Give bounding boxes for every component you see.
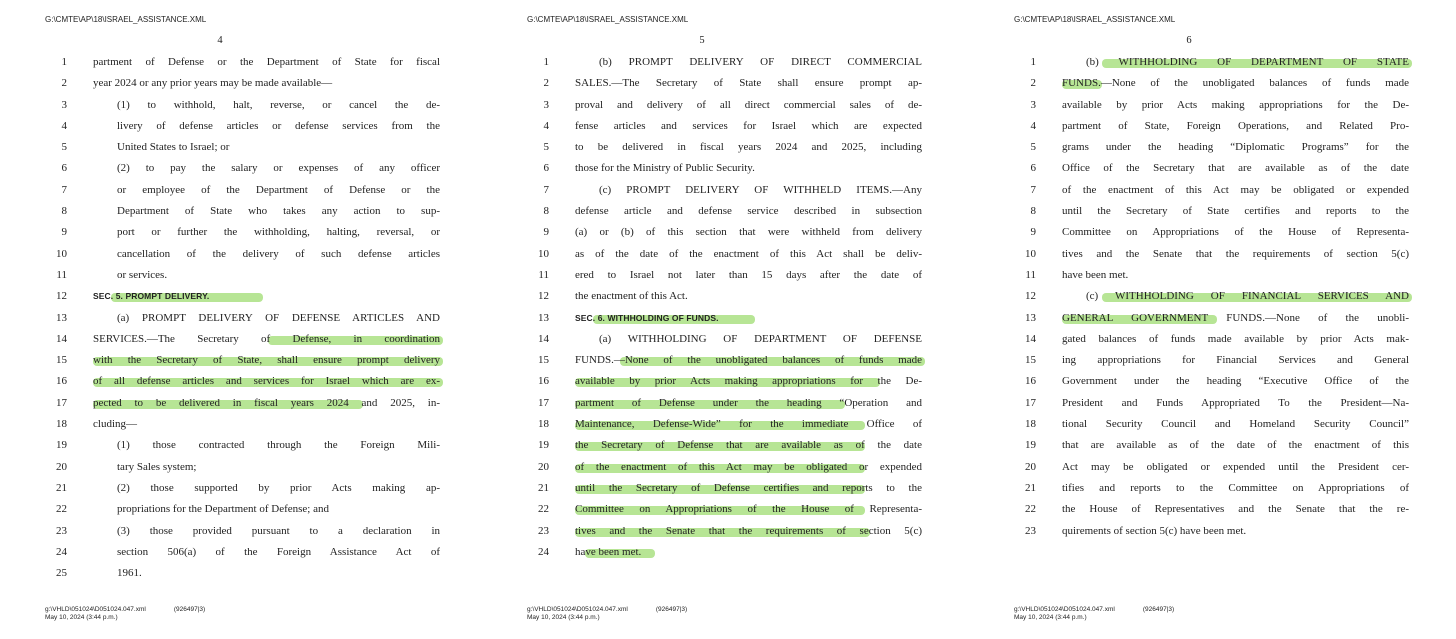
text-line bbox=[61, 201, 440, 222]
text-line bbox=[56, 521, 440, 542]
line-number: 14 bbox=[1025, 332, 1036, 345]
text-line bbox=[1025, 286, 1409, 307]
line-text: Department of State who takes any action to sup- bbox=[117, 205, 440, 218]
line-text: SEC. 6. WITHHOLDING OF FUNDS. bbox=[575, 312, 719, 323]
line-number: 2 bbox=[1030, 77, 1036, 90]
line-number: 9 bbox=[543, 226, 549, 239]
line-text: President and Funds Appropriated To the President—Na- bbox=[1062, 396, 1409, 409]
text-line bbox=[56, 308, 440, 329]
line-number: 6 bbox=[543, 162, 549, 175]
line-text: (1) to withhold, halt, reverse, or cancel the de- bbox=[117, 98, 440, 111]
page-number: 4 bbox=[217, 35, 223, 46]
line-text: (c) WITHHOLDING OF FINANCIAL SERVICES AND bbox=[1086, 290, 1409, 303]
line-text: (a) PROMPT DELIVERY OF DEFENSE ARTICLES AND bbox=[117, 311, 440, 324]
text-line bbox=[538, 542, 922, 563]
line-text: of all defense articles and services for Israel which are ex- bbox=[93, 375, 440, 388]
line-number: 19 bbox=[56, 439, 67, 452]
line-text: pected to be delivered in fiscal years 2024 and 2025, in- bbox=[93, 396, 440, 409]
line-number: 8 bbox=[543, 205, 549, 218]
line-number: 12 bbox=[56, 290, 67, 303]
line-number: 7 bbox=[61, 183, 67, 196]
text-line bbox=[56, 371, 440, 392]
text-line bbox=[543, 180, 922, 201]
text-line bbox=[538, 329, 922, 350]
line-number: 4 bbox=[1030, 119, 1036, 132]
text-line bbox=[1025, 393, 1409, 414]
line-text: the House of Representatives and the Senate that the re- bbox=[1062, 503, 1409, 516]
text-line bbox=[61, 73, 440, 94]
footer-path: g:\VHLD\051024\D051024.047.xml bbox=[1014, 606, 1115, 613]
line-number: 2 bbox=[543, 77, 549, 90]
line-text: until the Secretary of Defense certifies and reports to the bbox=[575, 481, 922, 494]
text-line bbox=[56, 478, 440, 499]
line-number: 5 bbox=[543, 141, 549, 154]
line-text: (b) PROMPT DELIVERY OF DIRECT COMMERCIAL bbox=[599, 56, 922, 68]
line-number: 12 bbox=[538, 290, 549, 303]
line-text: proval and delivery of all direct commercial sales of de- bbox=[575, 98, 922, 111]
line-text: SERVICES.—The Secretary of Defense, in coordination bbox=[93, 332, 440, 345]
text-line bbox=[1025, 435, 1409, 456]
text-line bbox=[56, 393, 440, 414]
footer-path: g:\VHLD\051024\D051024.047.xml bbox=[527, 606, 628, 613]
line-number: 11 bbox=[538, 268, 549, 281]
page-footer bbox=[1014, 606, 1174, 622]
line-number: 4 bbox=[543, 119, 549, 132]
page-number: 5 bbox=[699, 35, 705, 46]
footer-date: May 10, 2024 (3:44 p.m.) bbox=[527, 614, 600, 621]
text-line bbox=[1025, 265, 1409, 286]
line-number: 12 bbox=[1025, 290, 1036, 303]
line-number: 8 bbox=[61, 205, 67, 218]
line-number: 21 bbox=[56, 481, 67, 494]
line-number: 2 bbox=[61, 77, 67, 90]
line-number: 18 bbox=[538, 418, 549, 431]
line-number: 4 bbox=[61, 119, 67, 132]
line-text: have been met. bbox=[575, 545, 642, 558]
line-text: year 2024 or any prior years may be made available— bbox=[93, 77, 333, 90]
text-line bbox=[56, 414, 440, 435]
line-number: 11 bbox=[56, 268, 67, 281]
line-number: 1 bbox=[543, 56, 549, 68]
line-text: cancellation of the delivery of such defense articles bbox=[117, 247, 440, 260]
footer-code: (926497|3) bbox=[173, 606, 206, 613]
line-number: 16 bbox=[538, 375, 549, 388]
line-text: SEC. 5. PROMPT DELIVERY. bbox=[93, 291, 210, 302]
line-text: or employee of the Department of Defense or the bbox=[117, 183, 440, 196]
text-line bbox=[1025, 414, 1409, 435]
line-number: 13 bbox=[1025, 311, 1036, 324]
line-text: gated balances of funds made available by prior Acts mak- bbox=[1062, 332, 1409, 345]
line-number: 3 bbox=[1030, 98, 1036, 111]
text-line bbox=[538, 265, 922, 286]
text-line bbox=[1025, 308, 1409, 329]
line-number: 5 bbox=[61, 141, 67, 154]
text-line bbox=[56, 542, 440, 563]
line-number: 6 bbox=[61, 162, 67, 175]
line-text: Committee on Appropriations of the House of Representa- bbox=[1062, 226, 1409, 239]
line-number: 18 bbox=[1025, 418, 1036, 431]
line-number: 14 bbox=[56, 332, 67, 345]
text-line bbox=[1025, 244, 1409, 265]
text-line bbox=[538, 286, 922, 307]
page-header: G:\CMTE\AP\18\ISRAEL_ASSISTANCE.XML bbox=[1014, 15, 1176, 24]
line-list bbox=[1025, 52, 1409, 542]
text-line bbox=[538, 521, 922, 542]
line-text: of the enactment of this Act may be obligated or expended bbox=[575, 460, 922, 473]
line-number: 10 bbox=[1025, 247, 1036, 260]
line-number: 22 bbox=[1025, 503, 1036, 516]
text-line bbox=[543, 73, 922, 94]
line-number: 14 bbox=[538, 332, 549, 345]
text-line bbox=[538, 308, 922, 329]
text-line bbox=[56, 329, 440, 350]
line-number: 7 bbox=[1030, 183, 1036, 196]
line-number: 20 bbox=[1025, 460, 1036, 473]
text-line bbox=[61, 222, 440, 243]
text-line bbox=[56, 563, 440, 584]
line-text: Act may be obligated or expended until the President cer- bbox=[1062, 460, 1409, 473]
line-text: ing appropriations for Financial Services and General bbox=[1062, 354, 1409, 367]
text-line bbox=[1030, 95, 1409, 116]
text-line bbox=[61, 158, 440, 179]
text-line bbox=[56, 499, 440, 520]
text-line bbox=[538, 478, 922, 499]
text-line bbox=[61, 116, 440, 137]
line-number: 25 bbox=[56, 567, 67, 580]
text-line bbox=[543, 201, 922, 222]
text-line bbox=[538, 244, 922, 265]
line-text: FUNDS.—None of the unobligated balances of funds made bbox=[575, 354, 922, 367]
line-number: 11 bbox=[1025, 268, 1036, 281]
line-number: 24 bbox=[538, 545, 549, 558]
text-line bbox=[1030, 137, 1409, 158]
text-line bbox=[1030, 180, 1409, 201]
text-line bbox=[1025, 499, 1409, 520]
line-text: Maintenance, Defense-Wide” for the immediate Office of bbox=[575, 418, 922, 431]
text-line bbox=[538, 350, 922, 371]
line-number: 6 bbox=[1030, 162, 1036, 175]
page-footer bbox=[45, 606, 205, 622]
line-text: available by prior Acts making appropriations for the De- bbox=[575, 375, 922, 388]
line-number: 20 bbox=[56, 460, 67, 473]
line-text: Government under the heading “Executive Office of the bbox=[1062, 375, 1409, 388]
text-line bbox=[56, 350, 440, 371]
line-text: 1961. bbox=[117, 567, 142, 580]
text-line bbox=[61, 137, 440, 158]
line-text: fense articles and services for Israel which are expected bbox=[575, 119, 922, 132]
line-number: 10 bbox=[538, 247, 549, 260]
text-line bbox=[1030, 52, 1409, 73]
line-number: 17 bbox=[538, 396, 549, 409]
line-text: or services. bbox=[117, 268, 168, 281]
line-text: port or further the withholding, halting, reversal, or bbox=[117, 226, 440, 239]
line-text: Committee on Appropriations of the House of Representa- bbox=[575, 503, 922, 516]
line-number: 9 bbox=[1030, 226, 1036, 239]
footer-code: (926497|3) bbox=[1142, 606, 1175, 613]
line-number: 23 bbox=[56, 524, 67, 537]
line-number: 16 bbox=[56, 375, 67, 388]
line-number: 15 bbox=[1025, 354, 1036, 367]
text-line bbox=[56, 286, 440, 307]
line-number: 20 bbox=[538, 460, 549, 473]
line-number: 16 bbox=[1025, 375, 1036, 388]
text-line bbox=[56, 457, 440, 478]
line-text: that are available as of the date of the enactment of this bbox=[1062, 439, 1409, 452]
line-number: 7 bbox=[543, 183, 549, 196]
line-number: 3 bbox=[543, 98, 549, 111]
line-text: until the Secretary of State certifies and reports to the bbox=[1062, 205, 1409, 218]
line-number: 23 bbox=[1025, 524, 1036, 537]
line-text: FUNDS.—None of the unobligated balances of funds made bbox=[1062, 77, 1409, 90]
line-text: (2) those supported by prior Acts making ap- bbox=[117, 481, 440, 494]
line-number: 15 bbox=[56, 354, 67, 367]
text-line bbox=[538, 393, 922, 414]
footer-date: May 10, 2024 (3:44 p.m.) bbox=[45, 614, 118, 621]
text-line bbox=[1025, 457, 1409, 478]
text-line bbox=[543, 52, 922, 73]
line-text: with the Secretary of State, shall ensure prompt delivery bbox=[93, 354, 440, 367]
line-number: 1 bbox=[1030, 56, 1036, 68]
line-number: 24 bbox=[56, 545, 67, 558]
line-text: those for the Ministry of Public Security. bbox=[575, 162, 755, 175]
line-number: 17 bbox=[1025, 396, 1036, 409]
footer-date: May 10, 2024 (3:44 p.m.) bbox=[1014, 614, 1087, 621]
line-text: partment of State, Foreign Operations, and Related Pro- bbox=[1062, 119, 1409, 132]
line-text: available by prior Acts making appropriations for the De- bbox=[1062, 98, 1409, 111]
text-line bbox=[1025, 329, 1409, 350]
line-text: (c) PROMPT DELIVERY OF WITHHELD ITEMS.—Any bbox=[599, 183, 922, 196]
text-line bbox=[543, 158, 922, 179]
footer-code: (926497|3) bbox=[655, 606, 688, 613]
text-line bbox=[1030, 222, 1409, 243]
text-line bbox=[1030, 201, 1409, 222]
text-line bbox=[543, 116, 922, 137]
line-number: 19 bbox=[1025, 439, 1036, 452]
line-text: tives and the Senate that the requirements of section 5(c) bbox=[1062, 247, 1409, 260]
text-line bbox=[1030, 158, 1409, 179]
line-text: tional Security Council and Homeland Security Council” bbox=[1062, 418, 1409, 431]
line-text: the enactment of this Act. bbox=[575, 290, 688, 303]
page-5 bbox=[527, 0, 922, 639]
line-text: Office of the Secretary that are available as of the date bbox=[1062, 162, 1409, 175]
text-line bbox=[56, 265, 440, 286]
line-number: 3 bbox=[61, 98, 67, 111]
text-line bbox=[1030, 73, 1409, 94]
page-footer bbox=[527, 606, 687, 622]
text-line bbox=[61, 95, 440, 116]
line-list bbox=[56, 52, 440, 584]
text-line bbox=[61, 180, 440, 201]
text-line bbox=[543, 137, 922, 158]
text-line bbox=[1025, 478, 1409, 499]
text-line bbox=[56, 244, 440, 265]
line-text: cluding— bbox=[93, 418, 137, 431]
line-number: 22 bbox=[538, 503, 549, 516]
line-text: (a) WITHHOLDING OF DEPARTMENT OF DEFENSE bbox=[599, 332, 922, 345]
line-number: 8 bbox=[1030, 205, 1036, 218]
page-header: G:\CMTE\AP\18\ISRAEL_ASSISTANCE.XML bbox=[45, 15, 207, 24]
line-text: the Secretary of Defense that are available as of the date bbox=[575, 439, 922, 452]
line-number: 21 bbox=[538, 481, 549, 494]
line-text: tives and the Senate that the requirements of section 5(c) bbox=[575, 524, 922, 537]
line-text: (a) or (b) of this section that were withheld from delivery bbox=[575, 226, 922, 239]
page-6 bbox=[1014, 0, 1409, 639]
line-number: 9 bbox=[61, 226, 67, 239]
text-line bbox=[538, 371, 922, 392]
page-header: G:\CMTE\AP\18\ISRAEL_ASSISTANCE.XML bbox=[527, 15, 689, 24]
text-line bbox=[538, 414, 922, 435]
page-4 bbox=[45, 0, 440, 639]
line-number: 5 bbox=[1030, 141, 1036, 154]
line-text: SALES.—The Secretary of State shall ensure prompt ap- bbox=[575, 77, 922, 90]
line-text: United States to Israel; or bbox=[117, 141, 230, 154]
line-number: 21 bbox=[1025, 481, 1036, 494]
line-text: grams under the heading “Diplomatic Programs” for the bbox=[1062, 141, 1409, 154]
text-line bbox=[543, 95, 922, 116]
line-number: 13 bbox=[56, 311, 67, 324]
text-line bbox=[1025, 521, 1409, 542]
line-text: (3) those provided pursuant to a declaration in bbox=[117, 524, 440, 537]
line-number: 13 bbox=[538, 311, 549, 324]
line-number: 17 bbox=[56, 396, 67, 409]
line-number: 18 bbox=[56, 418, 67, 431]
line-number: 22 bbox=[56, 503, 67, 516]
line-text: propriations for the Department of Defense; and bbox=[117, 503, 329, 516]
text-line bbox=[61, 52, 440, 73]
page-number: 6 bbox=[1186, 35, 1192, 46]
line-text: (b) WITHHOLDING OF DEPARTMENT OF STATE bbox=[1086, 56, 1409, 68]
line-number: 10 bbox=[56, 247, 67, 260]
line-text: partment of Defense or the Department of State for fiscal bbox=[93, 56, 440, 68]
line-text: section 506(a) of the Foreign Assistance Act of bbox=[117, 545, 440, 558]
text-line bbox=[538, 457, 922, 478]
line-text: ered to Israel not later than 15 days after the date of bbox=[575, 268, 922, 281]
line-text: tifies and reports to the Committee on Appropriations of bbox=[1062, 481, 1409, 494]
line-number: 19 bbox=[538, 439, 549, 452]
line-text: (2) to pay the salary or expenses of any officer bbox=[117, 162, 440, 175]
text-line bbox=[1030, 116, 1409, 137]
text-line bbox=[1025, 371, 1409, 392]
line-text: partment of Defense under the heading “Operation and bbox=[575, 396, 922, 409]
line-number: 1 bbox=[61, 56, 67, 68]
line-text: quirements of section 5(c) have been met. bbox=[1062, 524, 1247, 537]
line-text: livery of defense articles or defense services from the bbox=[117, 119, 440, 132]
text-line bbox=[538, 499, 922, 520]
line-list bbox=[538, 52, 922, 563]
line-text: tary Sales system; bbox=[117, 460, 197, 473]
footer-path: g:\VHLD\051024\D051024.047.xml bbox=[45, 606, 146, 613]
line-text: have been met. bbox=[1062, 268, 1129, 281]
text-line bbox=[538, 435, 922, 456]
line-text: GENERAL GOVERNMENT FUNDS.—None of the unobli- bbox=[1062, 311, 1409, 324]
text-line bbox=[56, 435, 440, 456]
line-number: 23 bbox=[538, 524, 549, 537]
line-text: defense article and defense service described in subsection bbox=[575, 205, 922, 218]
line-number: 15 bbox=[538, 354, 549, 367]
line-text: (1) those contracted through the Foreign Mili- bbox=[117, 439, 440, 452]
line-text: of the enactment of this Act may be obligated or expended bbox=[1062, 183, 1409, 196]
text-line bbox=[1025, 350, 1409, 371]
text-line bbox=[543, 222, 922, 243]
line-text: as of the date of the enactment of this Act shall be deliv- bbox=[575, 247, 922, 260]
line-text: to be delivered in fiscal years 2024 and 2025, including bbox=[575, 141, 922, 154]
